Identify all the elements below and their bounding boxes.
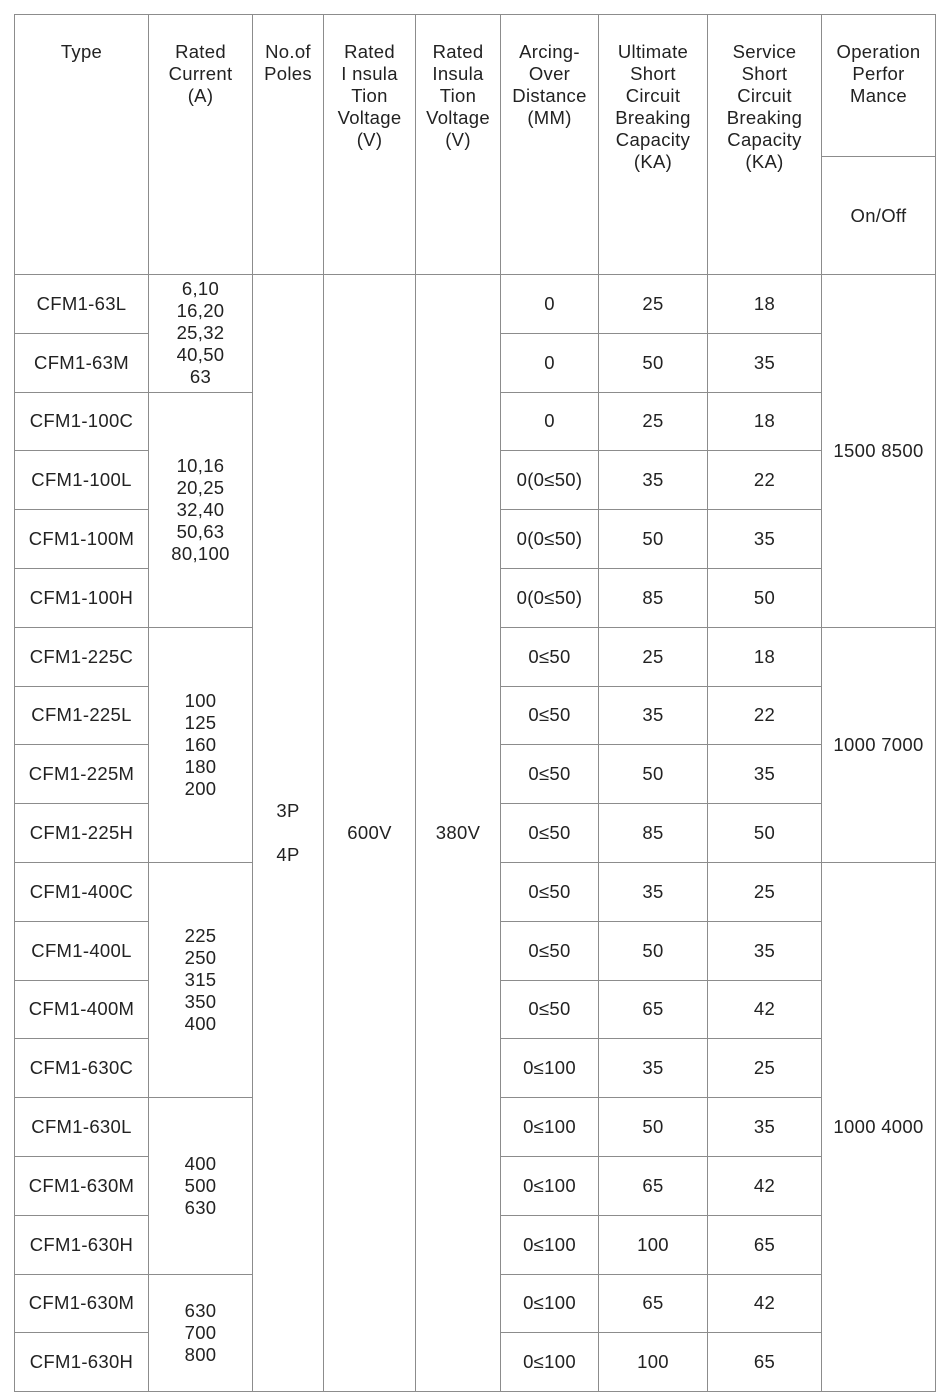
- service-cell: 50: [708, 568, 822, 627]
- type-cell: CFM1-63L: [15, 275, 149, 334]
- rated-current-cell: 225 250 315 350 400: [149, 862, 253, 1097]
- type-cell: CFM1-225L: [15, 686, 149, 745]
- ultimate-cell: 85: [599, 804, 708, 863]
- header-ultimate-capacity: Ultimate Short Circuit Breaking Capacity (KA): [599, 15, 708, 275]
- ultimate-cell: 35: [599, 862, 708, 921]
- ultimate-cell: 25: [599, 627, 708, 686]
- table-row: [15, 275, 936, 334]
- header-rated-current: Rated Current (A): [149, 15, 253, 275]
- header-service-capacity: Service Short Circuit Breaking Capacity (KA): [708, 15, 822, 275]
- ultimate-cell: 50: [599, 1098, 708, 1157]
- service-cell: 35: [708, 510, 822, 569]
- service-cell: 22: [708, 451, 822, 510]
- type-cell: CFM1-630M: [15, 1274, 149, 1333]
- ultimate-cell: 100: [599, 1215, 708, 1274]
- service-cell: 42: [708, 980, 822, 1039]
- header-working-voltage: Rated Insula Tion Voltage (V): [416, 15, 501, 275]
- type-cell: CFM1-100H: [15, 568, 149, 627]
- service-cell: 22: [708, 686, 822, 745]
- ultimate-cell: 25: [599, 392, 708, 451]
- service-cell: 65: [708, 1215, 822, 1274]
- header-operation: Operation Perfor Mance: [822, 15, 936, 157]
- header-arcing-distance: Arcing- Over Distance (MM): [501, 15, 599, 275]
- insulation-voltage-cell: 600V: [324, 275, 416, 1392]
- rated-current-cell: 100 125 160 180 200: [149, 627, 253, 862]
- ultimate-cell: 50: [599, 510, 708, 569]
- type-cell: CFM1-225C: [15, 627, 149, 686]
- service-cell: 18: [708, 627, 822, 686]
- rated-current-cell: 630 700 800: [149, 1274, 253, 1392]
- type-cell: CFM1-630L: [15, 1098, 149, 1157]
- working-voltage-cell: 380V: [416, 275, 501, 1392]
- type-cell: CFM1-100M: [15, 510, 149, 569]
- ultimate-cell: 65: [599, 1156, 708, 1215]
- poles-cell: [253, 275, 324, 1392]
- type-cell: CFM1-100C: [15, 392, 149, 451]
- arcing-cell: 0≤50: [501, 980, 599, 1039]
- type-cell: CFM1-400M: [15, 980, 149, 1039]
- arcing-cell: 0≤50: [501, 627, 599, 686]
- type-cell: CFM1-225M: [15, 745, 149, 804]
- arcing-cell: 0≤100: [501, 1039, 599, 1098]
- arcing-cell: 0: [501, 275, 599, 334]
- arcing-cell: 0≤50: [501, 862, 599, 921]
- arcing-cell: 0≤50: [501, 686, 599, 745]
- service-cell: 65: [708, 1333, 822, 1392]
- arcing-cell: 0≤100: [501, 1215, 599, 1274]
- arcing-cell: 0≤100: [501, 1274, 599, 1333]
- service-cell: 35: [708, 745, 822, 804]
- operation-cell: 1000 7000: [822, 627, 936, 862]
- type-cell: CFM1-63M: [15, 333, 149, 392]
- service-cell: 35: [708, 1098, 822, 1157]
- rated-current-cell: 10,16 20,25 32,40 50,63 80,100: [149, 392, 253, 627]
- ultimate-cell: 35: [599, 686, 708, 745]
- ultimate-cell: 65: [599, 1274, 708, 1333]
- service-cell: 42: [708, 1274, 822, 1333]
- ultimate-cell: 65: [599, 980, 708, 1039]
- type-cell: CFM1-400L: [15, 921, 149, 980]
- header-insulation-voltage: Rated I nsula Tion Voltage (V): [324, 15, 416, 275]
- arcing-cell: 0≤50: [501, 745, 599, 804]
- header-on-off: On/Off: [822, 157, 936, 275]
- service-cell: 25: [708, 862, 822, 921]
- service-cell: 18: [708, 275, 822, 334]
- operation-cell: 1000 4000: [822, 862, 936, 1391]
- service-cell: 50: [708, 804, 822, 863]
- ultimate-cell: 85: [599, 568, 708, 627]
- ultimate-cell: 35: [599, 451, 708, 510]
- operation-cell: 1500 8500: [822, 275, 936, 628]
- header-type: Type: [15, 15, 149, 275]
- service-cell: 42: [708, 1156, 822, 1215]
- type-cell: CFM1-630H: [15, 1333, 149, 1392]
- ultimate-cell: 50: [599, 745, 708, 804]
- ultimate-cell: 25: [599, 275, 708, 334]
- ultimate-cell: 50: [599, 921, 708, 980]
- service-cell: 35: [708, 921, 822, 980]
- type-cell: CFM1-400C: [15, 862, 149, 921]
- poles-3p: 3P: [276, 800, 300, 822]
- spec-table: [14, 14, 936, 1392]
- ultimate-cell: 100: [599, 1333, 708, 1392]
- type-cell: CFM1-100L: [15, 451, 149, 510]
- arcing-cell: 0≤100: [501, 1333, 599, 1392]
- arcing-cell: 0≤50: [501, 921, 599, 980]
- service-cell: 18: [708, 392, 822, 451]
- poles-4p: 4P: [276, 844, 300, 866]
- arcing-cell: 0≤50: [501, 804, 599, 863]
- ultimate-cell: 35: [599, 1039, 708, 1098]
- arcing-cell: 0(0≤50): [501, 568, 599, 627]
- type-cell: CFM1-630C: [15, 1039, 149, 1098]
- service-cell: 35: [708, 333, 822, 392]
- ultimate-cell: 50: [599, 333, 708, 392]
- rated-current-cell: 6,10 16,20 25,32 40,50 63: [149, 275, 253, 393]
- type-cell: CFM1-225H: [15, 804, 149, 863]
- arcing-cell: 0≤100: [501, 1156, 599, 1215]
- arcing-cell: 0: [501, 333, 599, 392]
- type-cell: CFM1-630M: [15, 1156, 149, 1215]
- service-cell: 25: [708, 1039, 822, 1098]
- type-cell: CFM1-630H: [15, 1215, 149, 1274]
- header-poles: No.of Poles: [253, 15, 324, 275]
- arcing-cell: 0(0≤50): [501, 510, 599, 569]
- arcing-cell: 0≤100: [501, 1098, 599, 1157]
- rated-current-cell: 400 500 630: [149, 1098, 253, 1274]
- arcing-cell: 0: [501, 392, 599, 451]
- arcing-cell: 0(0≤50): [501, 451, 599, 510]
